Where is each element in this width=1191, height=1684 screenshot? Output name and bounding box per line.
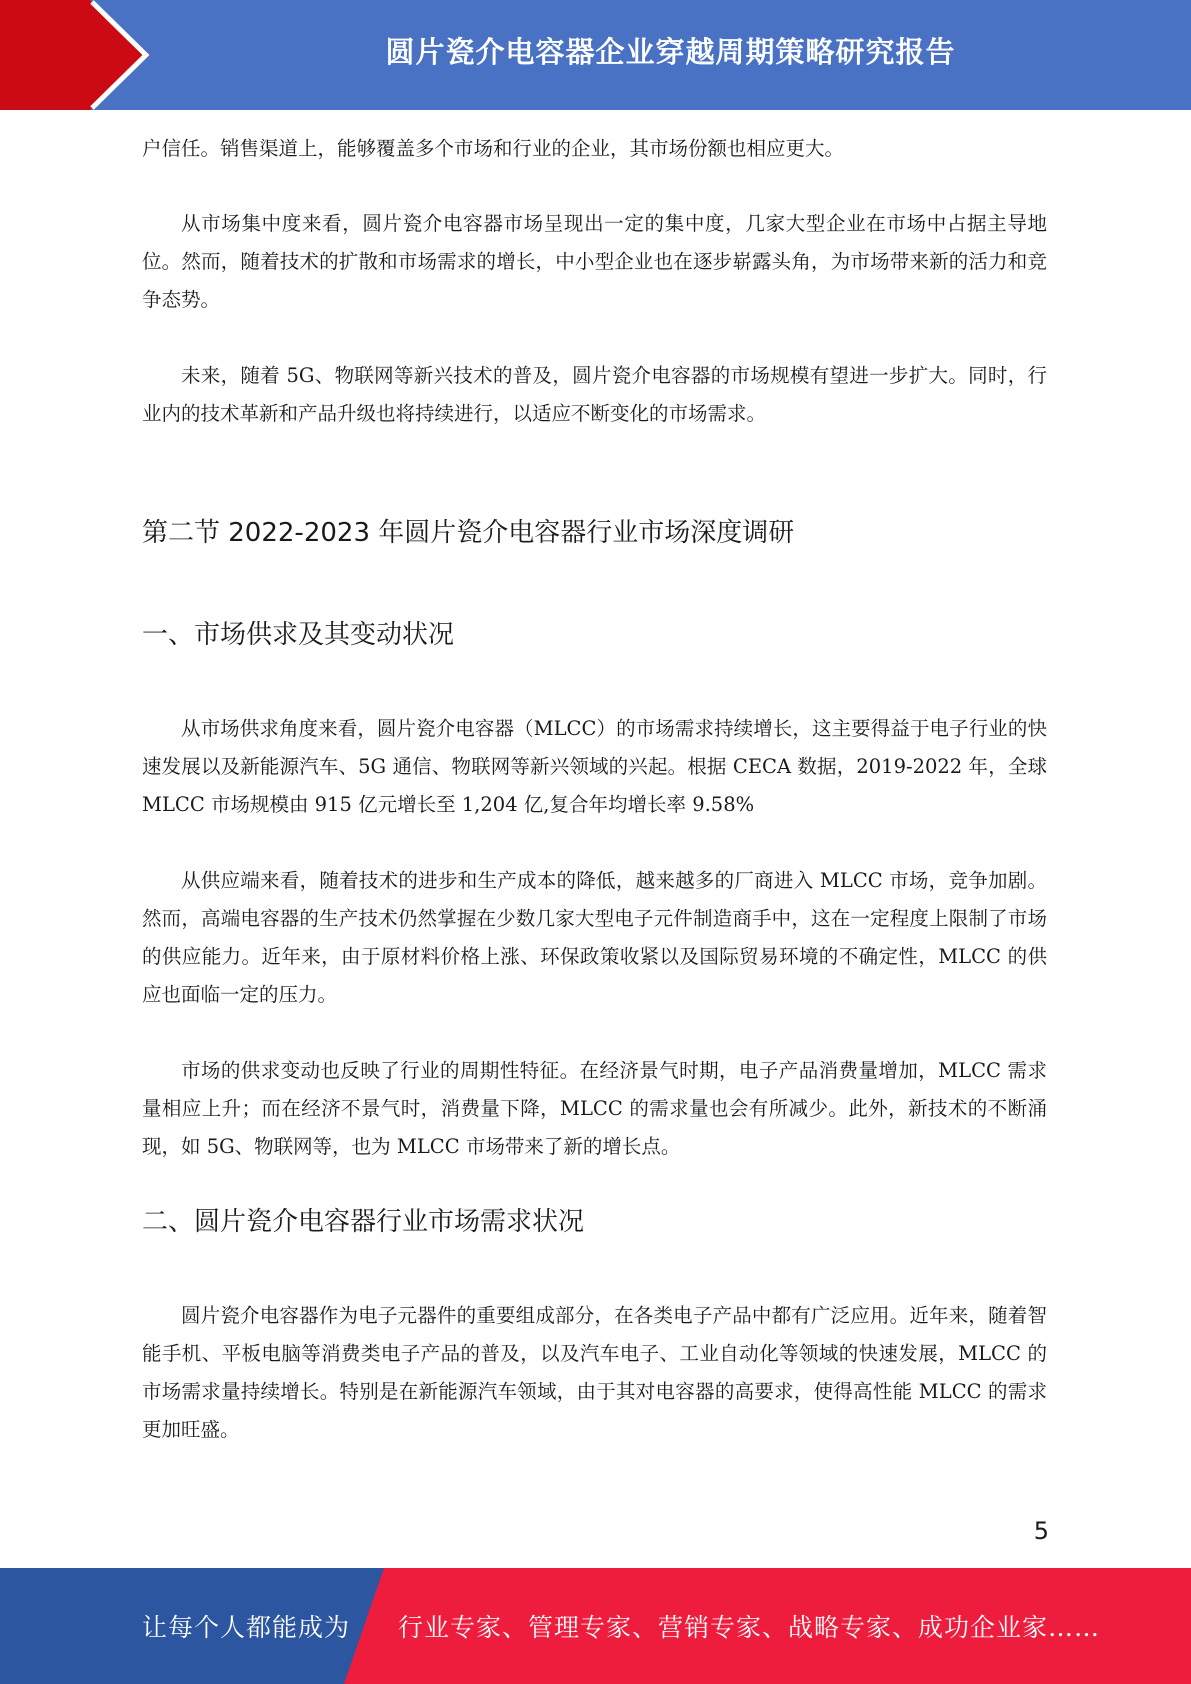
header-arrow-decoration (0, 0, 160, 110)
paragraph: 从供应端来看，随着技术的进步和生产成本的降低，越来越多的厂商进入 MLCC 市场，竞争加剧。然而，高端电容器的生产技术仍然掌握在少数几家大型电子元件制造商手中，这在一定程度上限制了市场的供应能力。近年来，由于原材料价格上涨、环保政策收紧以及国际贸易环境的不确定性，MLCC 的供应也面临一定的压力。 (142, 869, 1047, 1006)
paragraph: 市场的供求变动也反映了行业的周期性特征。在经济景气时期，电子产品消费量增加，MLCC 需求量相应上升；而在经济不景气时，消费量下降，MLCC 的需求量也会有所减少。此外，新技术的不断涌现，如 5G、物联网等，也为 MLCC 市场带来了新的增长点。 (142, 1059, 1047, 1158)
subsection-heading: 二、圆片瓷介电容器行业市场需求状况 (142, 1207, 585, 1237)
footer-slogan-left: 让每个人都能成为 (142, 1613, 351, 1642)
page-header (0, 0, 1191, 110)
paragraph: 圆片瓷介电容器作为电子元器件的重要组成部分，在各类电子产品中都有广泛应用。近年来，随着智能手机、平板电脑等消费类电子产品的普及，以及汽车电子、工业自动化等领域的快速发展，MLCC 的市场需求量持续增长。特别是在新能源汽车领域，由于其对电容器的高要求，使得高性能 MLCC 的需求更加旺盛。 (142, 1304, 1047, 1441)
header-title: 圆片瓷介电容器企业穿越周期策略研究报告 (385, 34, 956, 69)
subsection-heading: 一、市场供求及其变动状况 (142, 620, 455, 650)
page-number: 5 (1033, 1517, 1049, 1545)
paragraph: 从市场集中度来看，圆片瓷介电容器市场呈现出一定的集中度，几家大型企业在市场中占据主导地位。然而，随着技术的扩散和市场需求的增长，中小型企业也在逐步崭露头角，为市场带来新的活力和竞争态势。 (142, 212, 1047, 311)
document-body (142, 130, 1047, 1449)
footer-slogan-right: 行业专家、管理专家、营销专家、战略专家、成功企业家…… (398, 1613, 1101, 1642)
paragraph: 从市场供求角度来看，圆片瓷介电容器（MLCC）的市场需求持续增长，这主要得益于电子行业的快速发展以及新能源汽车、5G 通信、物联网等新兴领域的兴起。根据 CECA 数据，2019-2022 年，全球 MLCC 市场规模由 915 亿元增长至 1,204 亿,复合年均增长率 9.58% (142, 717, 1047, 816)
section-heading: 第二节 2022-2023 年圆片瓷介电容器行业市场深度调研 (142, 518, 795, 548)
paragraph: 未来，随着 5G、物联网等新兴技术的普及，圆片瓷介电容器的市场规模有望进一步扩大。同时，行业内的技术革新和产品升级也将持续进行，以适应不断变化的市场需求。 (142, 364, 1047, 425)
page-footer (0, 1568, 1191, 1684)
paragraph: 户信任。销售渠道上，能够覆盖多个市场和行业的企业，其市场份额也相应更大。 (142, 137, 845, 160)
